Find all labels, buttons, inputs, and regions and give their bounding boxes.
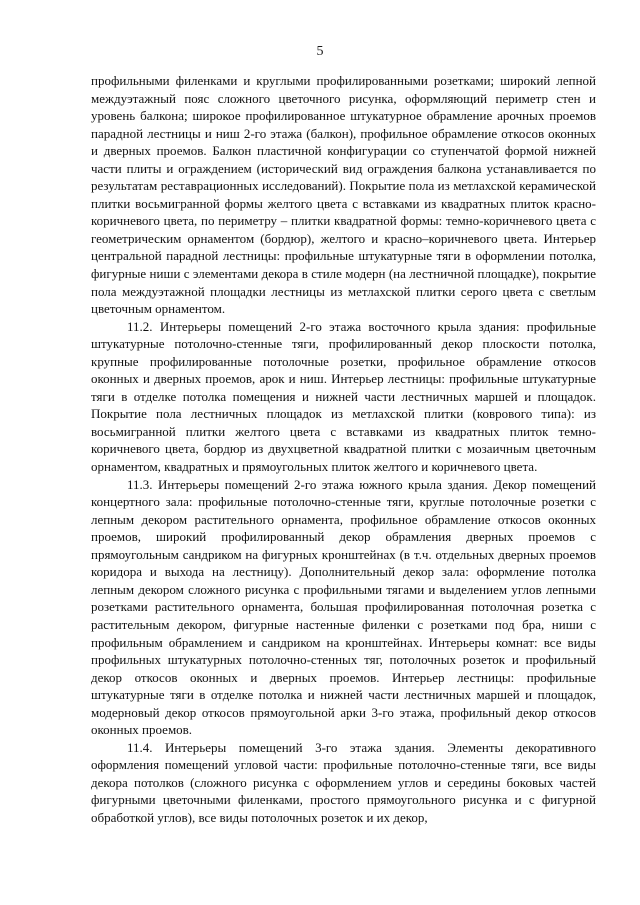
- document-body: [91, 72, 596, 827]
- paragraph-11-4: 11.4. Интерьеры помещений 3-го этажа здания. Элементы декоративного оформления помещений угловой части: профильные потолочно-стенные тяги, все виды декора потолков (сложного рисунка с оформлением углов и середины боковых частей фигурными цветочными филенками, простого прямоугольного рисунка и с фигурной обработкой углов), все виды потолочных розеток и их декор,: [91, 739, 596, 825]
- paragraph-11-3: 11.3. Интерьеры помещений 2-го этажа южного крыла здания. Декор помещений концертного зала: профильные потолочно-стенные тяги, круглые потолочные розетки с лепным декором растительного орнамента, профильное обрамление откосов оконных проемов, широкий профилированный декор обрамления дверных проемов с прямоугольным сандриком на фигурных кронштейнах (в т.ч. отдельных дверных проемов коридора и выхода на лестницу). Дополнительный декор зала: оформление потолка лепным декором сложного рисунка с профильными тягами и выделением углов лепными розетками растительного орнамента, большая профилированная потолочная розетка с растительным декором, фигурные настенные филенки с розетками под бра, ниши с профильным обрамлением и сандриком на кронштейнах. Интерьеры комнат: все виды профильных штукатурных потолочно-стенных тяг, потолочных розеток и профильный декор откосов оконных и дверных проемов. Интерьер лестницы: профильные штукатурные тяги в отделке потолка и нижней части лестничных маршей и площадок, модерновый декор откосов прямоугольной арки 3-го этажа, профильный декор откосов оконных проемов.: [91, 476, 596, 738]
- paragraph-continuation: профильными филенками и круглыми профилированными розетками; широкий лепной междуэтажный пояс сложного цветочного рисунка, оформляющий периметр стен и уровень балкона; широкое профилированное штукатурное обрамление арочных проемов парадной лестницы и ниш 2-го этажа (балкон), профильное обрамление откосов оконных и дверных проемов. Балкон пластичной конфигурации со ступенчатой формой нижней части плиты и ограждением (исторический вид ограждения балкона устанавливается по результатам реставрационных исследований). Покрытие пола из метлахской керамической плитки восьмигранной формы желтого цвета с вставками из квадратных плиток красно-коричневого цвета, по периметру – плитки квадратной формы: темно-коричневого цвета с геометрическим орнаментом (бордюр), желтого и красно–коричневого цвета. Интерьер центральной парадной лестницы: профильные штукатурные тяги в оформлении потолка, фигурные ниши с элементами декора в стиле модерн (на лестничной площадке), покрытие пола междуэтажной площадки лестницы из метлахской плитки серого цвета с светлым цветочным орнаментом.: [91, 73, 596, 317]
- paragraph-11-2: 11.2. Интерьеры помещений 2-го этажа восточного крыла здания: профильные штукатурные потолочно-стенные тяги, профилированный декор плоскости потолка, крупные профилированные потолочные розетки, профильное обрамление откосов оконных и дверных проемов, арок и ниш. Интерьер лестницы: профильные штукатурные тяги в отделке потолка помещения и нижней части лестничных маршей и площадок. Покрытие пола лестничных площадок из метлахской плитки (коврового типа): из восьмигранной плитки желтого цвета с вставками из квадратных плиток темно-коричневого цвета, бордюр из двухцветной квадратной плитки с мозаичным цветочным орнаментом, квадратных и прямоугольных плиток желтого и коричневого цвета.: [91, 318, 596, 475]
- page-number: 5: [316, 44, 324, 59]
